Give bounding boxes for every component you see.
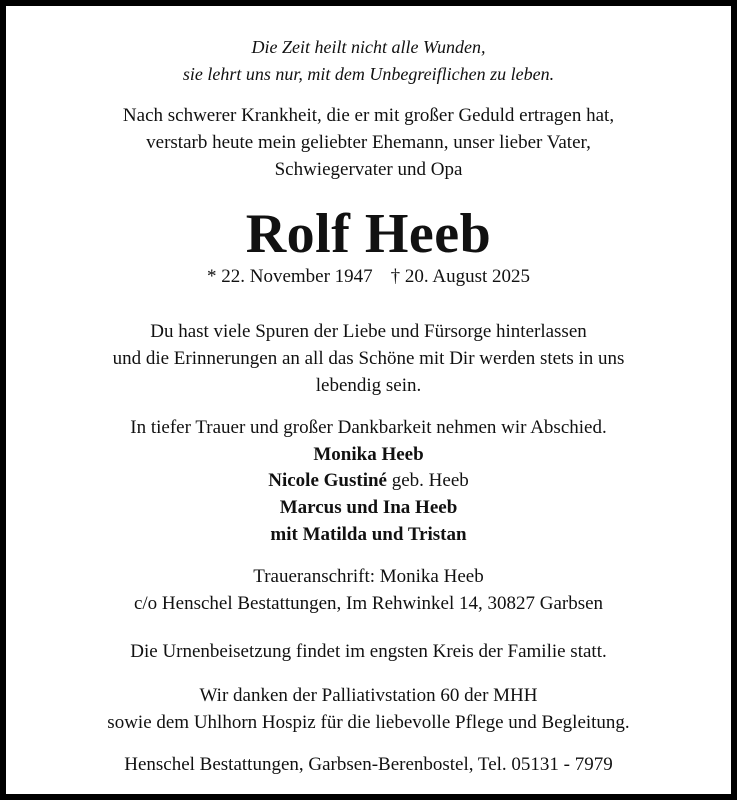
deceased-name: Rolf Heeb	[245, 203, 492, 265]
mourner-2-name: Nicole Gustiné	[268, 470, 387, 491]
birth-date: * 22. November 1947	[206, 266, 373, 287]
mourner-3: Marcus und Ina Heeb	[279, 497, 458, 518]
motto-line-1: Die Zeit heilt nicht alle Wunden,	[251, 37, 486, 57]
mourner-4: mit Matilda und Tristan	[270, 524, 467, 545]
tribute-line-1: Du hast viele Spuren der Liebe und Fürsorge hinterlassen	[150, 321, 587, 342]
thanks-line-1: Wir danken der Palliativstation 60 der MHH	[199, 685, 538, 706]
motto-line-2: sie lehrt uns nur, mit dem Unbegreiflichen zu leben.	[182, 64, 555, 84]
mourner-2	[6, 468, 731, 494]
intro-line-1: Nach schwerer Krankheit, die er mit großer Geduld ertragen hat,	[122, 105, 615, 126]
burial-line: Die Urnenbeisetzung findet im engsten Kreis der Familie statt.	[130, 641, 607, 662]
undertaker-line: Henschel Bestattungen, Garbsen-Berenbostel, Tel. 05131 - 7979	[124, 754, 613, 775]
address-line-2: c/o Henschel Bestattungen, Im Rehwinkel 14, 30827 Garbsen	[133, 593, 604, 614]
intro-line-3: Schwiegervater und Opa	[274, 159, 463, 180]
life-dates	[6, 264, 731, 290]
tribute-line-3: lebendig sein.	[315, 375, 422, 396]
farewell-line: In tiefer Trauer und großer Dankbarkeit nehmen wir Abschied.	[130, 417, 607, 438]
tribute-line-2: und die Erinnerungen an all das Schöne mit Dir werden stets in uns	[112, 348, 625, 369]
thanks-line-2: sowie dem Uhlhorn Hospiz für die liebevolle Pflege und Begleitung.	[107, 712, 630, 733]
mourner-1: Monika Heeb	[313, 444, 424, 465]
death-date: † 20. August 2025	[390, 266, 531, 287]
intro-line-2: verstarb heute mein geliebter Ehemann, unser lieber Vater,	[146, 132, 591, 153]
mourner-2-maiden-name: geb. Heeb	[391, 470, 469, 491]
address-line-1: Traueranschrift: Monika Heeb	[253, 566, 484, 587]
